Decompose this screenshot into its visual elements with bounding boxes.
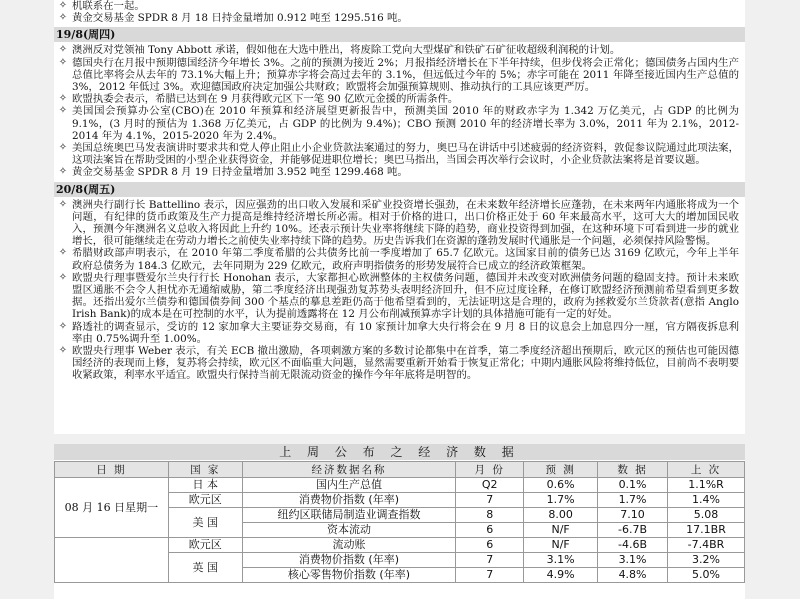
indicator-cell: 资本流动: [242, 523, 456, 538]
col-header-indicator: 经济数据名称: [242, 462, 456, 478]
news-section: [54, 0, 745, 382]
previous-cell: -7.4BR: [668, 538, 745, 553]
economic-data-table: [54, 461, 745, 583]
col-header-date: 日 期: [55, 462, 169, 478]
bullet-icon: ✧: [58, 93, 68, 105]
actual-cell: 3.1%: [598, 553, 668, 568]
date-cell: 08 月 16 日星期一: [55, 478, 169, 538]
forecast-cell: 4.9%: [524, 568, 598, 583]
news-item: [54, 199, 745, 248]
country-cell: 英 国: [168, 553, 242, 583]
country-cell: 欧元区: [168, 493, 242, 508]
table-title: 上 周 公 布 之 经 济 数 据: [54, 444, 745, 460]
news-text: 澳洲央行副行长 Battellino 表示，因应强劲的出口收入发展和采矿业投资增长强劲，在未来数年经济增长应蓬勃，在未来两年内通胀将成为一个问题，有纪律的货币政策及生产力提高是维持经济增长所必需。相对于价格的进口，出口价格正处于 60 年来最高水平，这可大大的增加国民收入，预测今年澳洲名义总收入将因此上升约 10%。还表示预计失业率将继续下降的趋势，商业投资得到加强，在这种环境下可看到进一步的就业增长，很可能继续走在劳动力增长之前使失业率持续下降的趋势。历史告诉我们在资源的蓬勃发展时代通胀是一个问题，必须保持风险警惕。: [72, 198, 739, 248]
forecast-cell: 8.00: [524, 508, 598, 523]
previous-cell: 3.2%: [668, 553, 745, 568]
col-header-previous: 上 次: [668, 462, 745, 478]
news-text: 德国央行在月报中预期德国经济今年增长 3%。之前的预测为接近 2%；月报指经济增长在下半年持续，但步伐将会正常化；德国债务占国内生产总值比率将会从去年的 73.1%大幅上升；预算赤字将会高过去年的 3.1%，但远低过今年的 5%；赤字可能在 2011 年降至接近国内生产总值的 3%，2012 年低过 3%。欢迎德国政府决定加强公共财政；欧盟将会加强预算规则、推动执行的工具应该更严厉。: [72, 56, 739, 94]
previous-cell: 5.08: [668, 508, 745, 523]
news-item: [54, 345, 745, 382]
news-item: [54, 57, 745, 94]
news-item: [54, 321, 745, 345]
period-cell: 6: [456, 523, 524, 538]
actual-cell: -6.7B: [598, 523, 668, 538]
col-header-period: 月 份: [456, 462, 524, 478]
news-text: 澳洲反对党领袖 Tony Abbott 承诺，假如他在大选中胜出，将废除工党向大型煤矿和铁矿石矿征收超级利润税的计划。: [72, 44, 621, 57]
bullet-icon: ✧: [58, 0, 68, 11]
news-text: 黄金交易基金 SPDR 8 月 18 日持金量增加 0.912 吨至 1295.516 吨。: [72, 12, 408, 25]
previous-cell: 1.1%R: [668, 478, 745, 493]
indicator-cell: 消费物价指数 (年率): [242, 553, 456, 568]
indicator-cell: 纽约区联储局制造业调查指数: [242, 508, 456, 523]
col-header-country: 国 家: [168, 462, 242, 478]
news-item: [54, 166, 745, 178]
news-item: [54, 44, 745, 56]
previous-cell: 5.0%: [668, 568, 745, 583]
news-text: 欧盟央行理事 Weber 表示，有关 ECB 撤出激励，各项刺激方案的多数讨论都集中在首季，第二季度经济超出预期后，欧元区的预估也可能因德国经济的表现而上修，复苏将会持续，欧元区不面临重大问题，显然需要重新开始看于恢复正常化；中期内通胀风险将维持低位，目前尚不表明要收紧政策，利率水平适宜。欧盟央行保持当前无限流动资金的操作今年年底将是明智的。: [72, 345, 739, 382]
news-text: 路透社的调查显示，受访的 12 家加拿大主要证券交易商，有 10 家预计加拿大央行将会在 9 月 8 日的议息会上加息四分一厘，官方隔夜拆息利率由 0.75%调升至 1.00%。: [72, 320, 739, 345]
date-cell: [55, 538, 169, 583]
bullet-icon: ✧: [58, 166, 68, 178]
bullet-icon: ✧: [58, 271, 68, 283]
section-divider: [54, 434, 745, 444]
forecast-cell: N/F: [524, 538, 598, 553]
period-cell: 6: [456, 538, 524, 553]
actual-cell: 1.7%: [598, 493, 668, 508]
news-item: [54, 105, 745, 142]
indicator-cell: 流动账: [242, 538, 456, 553]
news-text: 美国国会预算办公室(CBO)在 2010 年预算和经济展望更新报告中，预测美国 2010 年的财政赤字为 1.342 万亿美元，占 GDP 的比例为 9.1%，(3 月时的预估为 1.368 万亿美元，占 GDP 的比例为 9.4%)；CBO 预测 2010 年的经济增长率为 3.0%，2011 年为 2.1%，2012-2014 年为 4.1%，2015-2020 年为 2.4%。: [72, 105, 739, 142]
table-header-row: [55, 462, 745, 478]
col-header-forecast: 预 测: [524, 462, 598, 478]
forecast-cell: 1.7%: [524, 493, 598, 508]
table-row: [55, 478, 745, 493]
news-text: 黄金交易基金 SPDR 8 月 19 日持金量增加 3.952 吨至 1299.468 吨。: [72, 166, 408, 179]
day-header-20: 20/8(周五): [54, 182, 745, 197]
document-page: [54, 0, 745, 599]
news-item: [54, 247, 745, 271]
news-text: 希腊财政部声明表示，在 2010 年第二季度希腊的公共债务比前一季度增加了 65.7 亿欧元。这国家目前的债务已达 3169 亿欧元，今年上半年政府总债务为 184.3 亿欧元，去年同期为 229 亿欧元，政府声明指债务的形势发展符合已成立的经济政策框架。: [72, 247, 739, 272]
news-item: [54, 272, 745, 321]
bullet-icon: ✧: [58, 345, 68, 357]
bullet-icon: ✧: [58, 105, 68, 117]
news-item: [54, 142, 745, 166]
news-item: [54, 93, 745, 105]
bullet-icon: ✧: [58, 142, 68, 154]
actual-cell: 0.1%: [598, 478, 668, 493]
actual-cell: 4.8%: [598, 568, 668, 583]
bullet-icon: ✧: [58, 56, 68, 68]
bullet-icon: ✧: [58, 44, 68, 56]
previous-cell: 1.4%: [668, 493, 745, 508]
news-text: 欧盟央行理事暨爱尔兰央行行长 Honohan 表示，大家都担心欧洲整体的主权债务问题，德国并未改变对欧洲债务问题的稳固支持。预计未来欧盟区通胀不会令人担忧亦无通缩威胁，第二季度经济出现强劲复苏势头表明经济回升，但不应过度诠释，在修订欧盟经济预测前希望看到更多数据。还指出爱尔兰债券和德国债券间 300 个基点的摹息差距仍高于他希望看到的，无法证明这是合理的，政府为拯救爱尔兰贷款者(意指 Anglo Irish Bank)的成本是在可控制的水平，认为提前透露将在 12 月公布削减预算赤字计划的具体措施可能有一定的好处。: [72, 271, 739, 321]
indicator-cell: 消费物价指数 (年率): [242, 493, 456, 508]
col-header-actual: 数 据: [598, 462, 668, 478]
news-text: 欧盟执委会表示，希腊已达到在 9 月获得欧元区下一笔 90 亿欧元金援的所需条件。: [72, 93, 459, 106]
period-cell: 7: [456, 568, 524, 583]
country-cell: 欧元区: [168, 538, 242, 553]
bullet-icon: ✧: [58, 12, 68, 24]
news-text: 美国总统奥巴马发表演讲时要求共和党人停止阻止小企业贷款法案通过的努力，奥巴马在讲话中引述疲弱的经济资料，敦促参议院通过此项法案，这项法案旨在帮助受困的小型企业获得资金，并能够促进职位增长；奥巴马指出，当国会再次举行会议时，小企业贷款法案将是首要议题。: [72, 142, 739, 167]
bullet-icon: ✧: [58, 320, 68, 332]
bullet-icon: ✧: [58, 198, 68, 210]
forecast-cell: 3.1%: [524, 553, 598, 568]
previous-cell: 17.1BR: [668, 523, 745, 538]
period-cell: 7: [456, 493, 524, 508]
period-cell: 8: [456, 508, 524, 523]
forecast-cell: 0.6%: [524, 478, 598, 493]
forecast-cell: N/F: [524, 523, 598, 538]
actual-cell: -4.6B: [598, 538, 668, 553]
news-item: [54, 12, 745, 24]
actual-cell: 7.10: [598, 508, 668, 523]
period-cell: 7: [456, 553, 524, 568]
news-item: [54, 0, 745, 12]
bullet-icon: ✧: [58, 247, 68, 259]
news-text: 机联系在一起。: [72, 0, 145, 12]
table-row: [55, 538, 745, 553]
indicator-cell: 核心零售物价指数 (年率): [242, 568, 456, 583]
day-header-19: 19/8(周四): [54, 27, 745, 42]
indicator-cell: 国内生产总值: [242, 478, 456, 493]
country-cell: 日 本: [168, 478, 242, 493]
country-cell: 美 国: [168, 508, 242, 538]
period-cell: Q2: [456, 478, 524, 493]
